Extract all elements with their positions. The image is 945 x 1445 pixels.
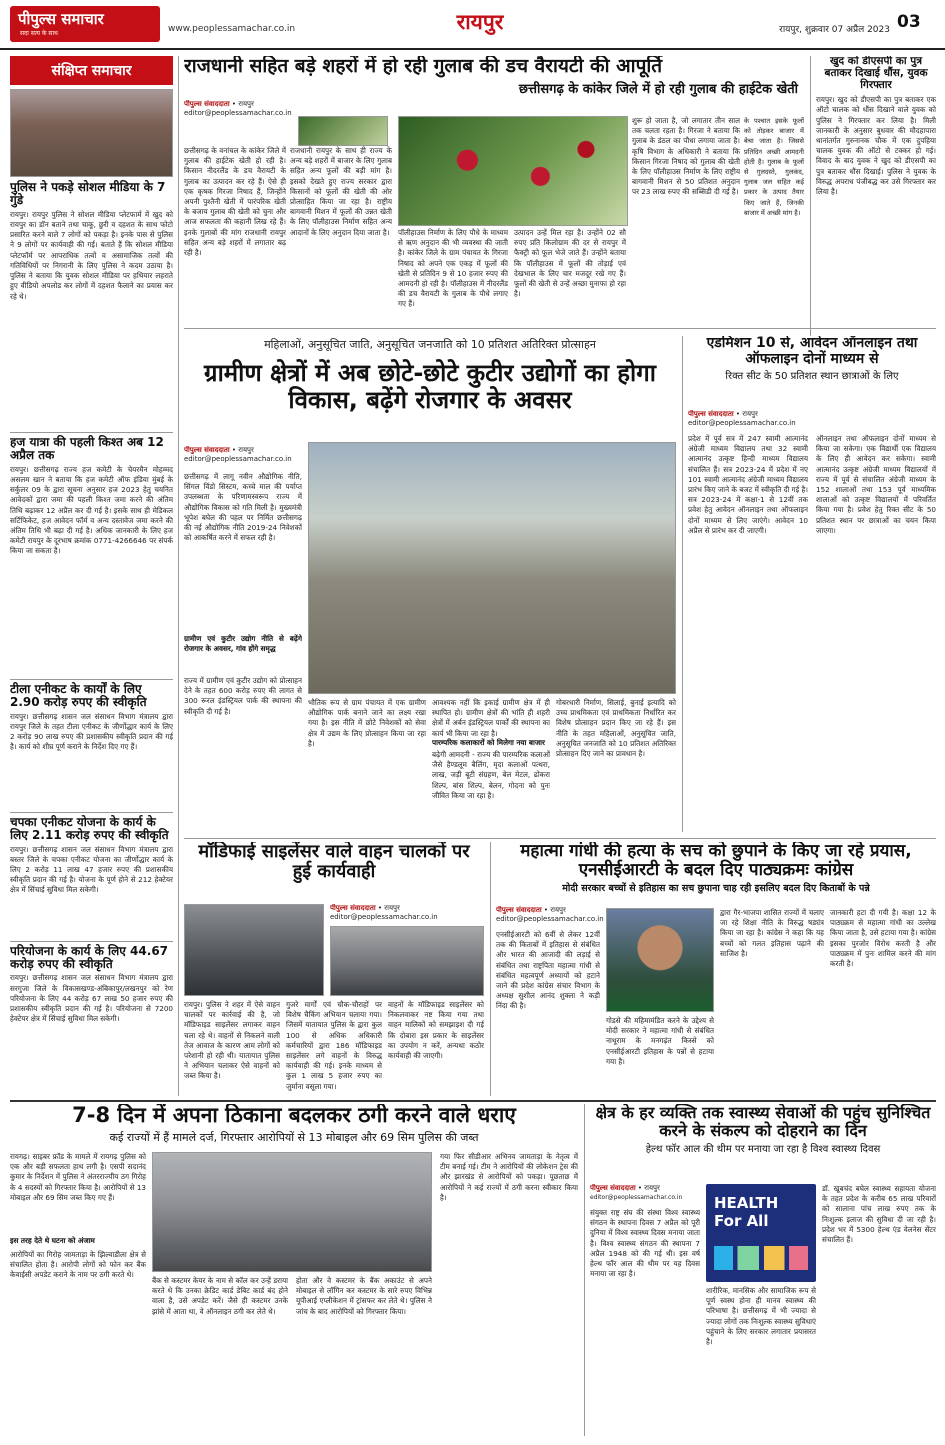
side-text: रायपुर। खुद को डीएसपी का पुत्र बताकर एक ऑटो चालक को धौंस दिखाने वाले युवक को पुलिस ने गिरफ्तार कर लिया है। मिली जानकारी के अनुसार बुधवार की मौदहापारा थानांतर्गत गुरुनानक चौक में एक दुपहिया चालक युवक की ऑटो से टक्कर हो गई। विवाद के बाद युवक ने खुद को डीएसपी का पुत्र बताकर धौंस दिखाई। पुलिस ने युवक के विरुद्ध अपराध पंजीबद्ध कर उसे गिरफ्तार कर लिया है। — [816, 95, 936, 197]
health-story — [590, 1104, 936, 1436]
side-headline: खुद को डीएसपी का पुत्र बताकर दिखाई धौंस, युवक गिरफ्तार — [824, 56, 928, 91]
logo — [10, 6, 160, 42]
rural-col-1b: राज्य में ग्रामीण एवं कुटीर उद्योग को प्रोत्साहन देने के तहत 600 करोड़ रुपए की लागत से 300 रूरल इंडस्ट्रियल पार्क की स्थापना की स्वीकृति दी गई है। — [184, 676, 302, 716]
admission-story — [688, 336, 936, 832]
rose-byline: पीपुल्स संवाददाता • रायपुर editor@peoplessamachar.co.in — [184, 100, 354, 118]
brief-4-headline: चपका एनीकट योजना के कार्य के लिए 2.11 करोड़ रुपए की स्वीकृति — [10, 812, 173, 843]
admission-col-2: ऑनलाइन तथा ऑफलाइन दोनों माध्यम से किया जा सकेगा। एक विद्यार्थी एक विद्यालय के लिए ही आवेदन कर सकेगा। स्वामी आत्मानंद उत्कृष्ट अंग्रेजी माध्यम विद्यालयों में राज्य में पूर्व से संचालित अंग्रेजी माध्यम के 152 शालाओं तथा 153 पूर्व माध्यमिक शालाओं को उत्कृष्ट विद्यालयों में परिवर्तित किया गया है। प्रवेश हेतु रिक्त सीट के 50 प्रतिशत स्थान पर छात्राओं का चयन किया जाएगा। — [816, 434, 936, 535]
health-subheadline: हेल्थ फॉर आल की थीम पर मनाया जा रहा है विश्व स्वास्थ्य दिवस — [645, 1143, 881, 1155]
rose-story — [184, 56, 804, 322]
fraud-story — [10, 1104, 578, 1436]
health-byline-city: रायपुर — [644, 1184, 660, 1192]
rural-story — [184, 336, 676, 836]
gandhi-byline: पीपुल्स संवाददाता • रायपुर editor@peoplessamachar.co.in — [496, 906, 676, 924]
rose-subheadline: छत्तीसगढ़ के कांकेर जिले में हो रही गुलाब की हाईटेक खेती — [518, 82, 798, 98]
vehicle-byline-city: रायपुर — [384, 904, 400, 912]
poster-subtitle: For All — [714, 1212, 769, 1230]
vehicle-photo — [184, 904, 324, 996]
health-byline-email[interactable]: editor@peoplessamachar.co.in — [590, 1194, 683, 1201]
rural-byline-name: पीपुल्स संवाददाता — [184, 446, 230, 454]
rose-byline-name: पीपुल्स संवाददाता — [184, 100, 230, 108]
admission-byline: पीपुल्स संवाददाता • रायपुर editor@peoplessamachar.co.in — [688, 410, 868, 428]
vehicle-headline: मॉडिफाई साइलेंसर वाले वाहन चालकों पर हुई कार्यवाही — [198, 842, 470, 883]
fraud-col-2: बैंक से कस्टमर केयर के नाम से कॉल कर उन्हें डराया करते थे कि उनका क्रेडिट कार्ड डेबिट कार्ड बंद होने वाला है, उसे अपडेट करें। जैसे ही कस्टमर उनके झांसे में आता था, वे ऑनलाइन ठगी कर लेते थे। — [152, 1276, 288, 1316]
fraud-col-1: रायगढ़। साइबर फ्रॉड के मामले में रायगढ़ पुलिस को एक और बड़ी सफलता हाथ लगी है। एसपी सदानंद कुमार के निर्देशन में पुलिस ने अंतरराज्यीय ठग गिरोह के 4 सदस्यों को गिरफ्तार किया है। आरोपियों से 13 मोबाइल और 69 सिम जब्त किए गए हैं। — [10, 1152, 146, 1202]
rural-kicker: महिलाओं, अनुसूचित जाति, अनुसूचित जनजाति को 10 प्रतिशत अतिरिक्त प्रोत्साहन — [264, 338, 596, 351]
gandhi-story — [496, 842, 936, 1096]
gandhi-col-2: गोडसे की महिमामंडित करने के उद्देश्य से मोदी सरकार ने महात्मा गांधी से संबंधित नाथूराम के मनगढ़ंत किस्से को एनसीईआरटी इतिहास के पन्नों से हटाया गया है। — [606, 1016, 714, 1066]
brief-1-headline: पुलिस ने पकड़े सोशल मीडिया के 7 गुंडे — [10, 180, 166, 208]
logo-tagline: सदा सत्य के साथ — [20, 30, 58, 37]
page-number: 03 — [897, 12, 921, 32]
rose-col-5: शुरू हो जाता है, जो लगातार तीन साल तक चलता रहता है। गिरजा ने बताया कि गुलाब के डंठल का पौधा लगाया जाता है। कृषि विभाग के अधिकारी ने बताया कि किसान गिरजा निषाद को गुलाब की खेती के लिए पॉलीहाउस निर्माण के लिए राष्ट्रीय बागवानी मिशन से 50 प्रतिशत अनुदान पर 23 लाख रुपए की सब्सिडी दी गई है। — [632, 116, 740, 197]
rural-col-3-subhead: पारम्परिक कलाकारों को मिलेगा नया बाजार — [432, 738, 545, 747]
vehicle-byline-email[interactable]: editor@peoplessamachar.co.in — [330, 913, 438, 921]
rose-col-6: के पश्चात इसके फूलों को तोड़कर बाजार में बेचा जाता है। जिससे प्रतिदिन अच्छी आमदनी होती है। गुलाब के फूलों से गुलदस्ते, गुलकंद, गुलाब जल सहित कई प्रकार के उत्पाद तैयार किए जाते हैं, जिनकी बाजार में अच्छी मांग है। — [744, 117, 804, 217]
poster-shapes — [714, 1246, 808, 1270]
fraud-col-1-subhead: इस तरह देते थे घटना को अंजाम — [10, 1236, 95, 1245]
vehicle-col-2: गुजरे मार्गों एवं चौक-चौराहों पर विशेष चैकिंग अभियान चलाया गया। जिसमें यातायात पुलिस के द्वारा कुल 100 से अधिक अधिकारी कर्मचारियों द्वारा 186 मॉडिफाइड साइलेंसर लगे वाहनों के विरुद्ध कार्यवाही की गई। इनके माध्यम से कुल 1 लाख 5 हजार रुपए का जुर्माना वसूला गया। — [286, 1000, 382, 1091]
gandhi-subheadline: मोदी सरकार बच्चों से इतिहास का सच छुपाना चाह रही इसलिए बदल दिए किताबों के पन्ने — [562, 883, 870, 895]
city-name: रायपुर — [456, 10, 504, 34]
site-url[interactable]: www.peoplessamachar.co.in — [168, 24, 296, 34]
brief-5-text: रायपुर। छत्तीसगढ़ शासन जल संसाधन विभाग मंत्रालय द्वारा सरगुजा जिले के विकासखण्ड-अंबिकापुर/लखनपुर को रेण परियोजना के लिए 44 करोड़ 67 लाख 50 हजार रुपए की प्रशासकीय स्वीकृति प्रदान की गई है। परियोजना से 7200 हेक्टेयर क्षेत्र में सिंचाई सुविधा मिल सकेगी। — [10, 973, 173, 1024]
rose-col-3: पॉलीहाउस निर्माण के लिए पौधे के माध्यम से ऋण अनुदान की भी व्यवस्था की जाती है। कांकेर जिले के ग्राम पंचायत के गिरजा निषाद को अपने एक एकड़ में फूलों की खेती से प्रतिदिन 9 से 10 हजार रुपए की आमदनी हो रही है। पॉलीहाउस में नीदरलैंड की डच वैरायटी के गुलाब के पौधे लगाए गए हैं। — [398, 228, 508, 309]
health-col-1: संयुक्त राष्ट्र संघ की संस्था विश्व स्वास्थ्य संगठन के स्थापना दिवस 7 अप्रैल को पूरी दुनिया में विश्व स्वास्थ्य दिवस मनाया जाता है। विश्व स्वास्थ्य संगठन की स्थापना 7 अप्रैल 1948 को की गई थी। इस वर्ष हेल्थ फॉर आल की थीम पर यह दिवस मनाया जा रहा है। — [590, 1208, 700, 1279]
gandhi-photo — [606, 908, 714, 1012]
rural-headline: ग्रामीण क्षेत्रों में अब छोटे-छोटे कुटीर उद्योगों का होगा विकास, बढ़ेंगे रोजगार के अवसर — [204, 359, 656, 415]
masthead — [0, 0, 945, 50]
issue-date: रायपुर, शुक्रवार 07 अप्रैल 2023 — [779, 25, 890, 35]
rural-col-1-subhead: ग्रामीण एवं कुटीर उद्योग नीति से बढ़ेंगे रोजगार के अवसर, गांव होंगे समृद्ध — [184, 634, 302, 654]
gandhi-byline-city: रायपुर — [550, 906, 566, 914]
admission-byline-city: रायपुर — [742, 410, 758, 418]
fraud-col-3: होता और वे कस्टमर के बैंक अकाउंट से अपने मोबाइल से लॉगिन कर कस्टमर के सारे रुपए विभिन्न यूपीआई एप्लीकेशन में ट्रांसफर कर लेते थे। पुलिस ने जांच के बाद आरोपियों को गिरफ्तार किया। — [296, 1276, 432, 1316]
brief-3-text: रायपुर। छत्तीसगढ़ शासन जल संसाधन विभाग मंत्रालय द्वारा रायपुर जिले के तहत टीला एनीकट के जीर्णोद्धार कार्य के लिए 2 करोड़ 90 लाख रुपए की प्रशासकीय स्वीकृति प्रदान की गई है। कार्य को शीघ्र पूर्ण कराने के निर्देश दिए गए हैं। — [10, 711, 173, 752]
gandhi-col-3: द्वारा गैर-भाजपा शासित राज्यों में चलाए जा रहे शिक्षा नीति के विरुद्ध षड्यंत्र किया जा रहा है। कांग्रेस ने कहा कि यह बच्चों को गलत इतिहास पढ़ाने की साजिश है। — [720, 908, 824, 958]
rose-photo-1 — [298, 116, 388, 146]
brief-1-text: रायपुर। रायपुर पुलिस ने सोशल मीडिया प्लेटफार्म में खुद को रायपुर का डॉन बताने तथा चाकू, छुरी व दहशत के साथ फोटो प्रसारित करने वाले 7 लोगों को पकड़ा है। इनके पास से पुलिस ने 9 लोगों पर कार्यवाही की गई। बताते हैं कि सोशल मीडिया प्लेटफॉर्म पर आपराधिक तत्वों व असामाजिक तत्वों की गतिविधियों पर निगरानी के लिए पुलिस ने कदम उठाया है। पुलिस ने बताया कि युवक सोशल मीडिया पर हथियार लहराते हुए वीडियो अपलोड कर लोगों में दहशत फैलाने का प्रयास कर रहे थे। — [10, 209, 173, 301]
brief-column — [10, 56, 173, 1096]
brief-header: संक्षिप्त समाचार — [10, 56, 173, 85]
admission-col-1: प्रदेश में पूर्व सत्र में 247 स्वामी आत्मानंद अंग्रेजी माध्यम विद्यालय तथा 32 स्वामी आत्मानंद उत्कृष्ट हिन्दी माध्यम विद्यालय संचालित हैं। सत्र 2023-24 में प्रदेश में नए 101 स्वामी आत्मानंद अंग्रेजी माध्यम विद्यालय प्रारंभ किए जाने के बजट में स्वीकृति दी गई है। सत्र 2023-24 में कक्षा-1 से 12वीं तक प्रवेश हेतु आवेदन ऑनलाइन तथा ऑफलाइन दोनों माध्यम से लिए जाएंगे। आवेदन 10 अप्रैल से प्रारंभ कर दी जाएगी। — [688, 434, 808, 535]
side-story — [816, 56, 936, 338]
rural-col-4: गोबरधारी निर्माण, सिलाई, बुनाई इत्यादि को उच्च प्राथमिकता एवं प्राथमिकता निर्धारित कर विशेष प्रोत्साहन प्रदान किए जा रहे हैं। इस नीति के तहत महिलाओं, अनुसूचित जाति, अनुसूचित जनजाति को 10 प्रतिशत अतिरिक्त प्रोत्साहन दिए जाने का प्रावधान है। — [556, 698, 676, 759]
health-col-3: डॉ. खूबचंद बघेल स्वास्थ्य सहायता योजना के तहत प्रदेश के करीब 65 लाख परिवारों को सालाना पांच लाख रुपए तक के निःशुल्क इलाज की सुविधा दी जा रही है। प्रदेश भर में 5300 हेल्थ एंड वेलनेस सेंटर संचालित हैं। — [822, 1184, 936, 1245]
rose-photo-2 — [398, 116, 628, 226]
gandhi-headline: महात्मा गांधी की हत्या के सच को छुपाने के किए जा रहे प्रयास, एनसीईआरटी के बदल दिए पाठ्यक्रमः कांग्रेस — [520, 842, 912, 881]
health-poster — [706, 1184, 816, 1282]
health-headline: क्षेत्र के हर व्यक्ति तक स्वास्थ्य सेवाओं की पहुंच सुनिश्चित करने के संकल्प को दोहराने का दिन — [595, 1104, 931, 1140]
rural-byline-city: रायपुर — [238, 446, 254, 454]
admission-subheadline: रिक्त सीट के 50 प्रतिशत स्थान छात्राओं के लिए — [725, 371, 899, 383]
fraud-col-4: गया फिर सीडीआर अभिनव जामताड़ा के नेतृत्व में टीम बनाई गई। टीम ने आरोपियों की लोकेशन ट्रेस की और झारखंड से आरोपियों को पकड़ा। पूछताछ में आरोपियों ने कई राज्यों में ठगी करना स्वीकार किया है। — [440, 1152, 578, 1202]
logo-text: पीपुल्स समाचार — [18, 10, 104, 28]
vehicle-col-1: रायपुर। पुलिस ने शहर में ऐसे वाहन चालकों पर कार्रवाई की है, जो मॉडिफाइड साइलेंसर लगाकर वाहन चला रहे थे। वाहनों से निकलने वाली तेज आवाज के कारण आम लोगों को परेशानी हो रही थी। यातायात पुलिस ने अभियान चलाकर ऐसे वाहनों को जब्त किया है। — [184, 1000, 280, 1081]
vehicle-byline: पीपुल्स संवाददाता • रायपुर editor@peoplessamachar.co.in — [330, 904, 480, 922]
fraud-headline: 7-8 दिन में अपना ठिकाना बदलकर ठगी करने वाले धराए — [72, 1104, 516, 1127]
fraud-subheadline: कई राज्यों में हैं मामले दर्ज, गिरफ्तार आरोपियों से 13 मोबाइल और 69 सिम पुलिस की जब्त — [109, 1130, 479, 1144]
admission-byline-name: पीपुल्स संवाददाता — [688, 410, 734, 418]
health-col-2: शारीरिक, मानसिक और सामाजिक रूप से पूर्ण स्वस्थ होना ही मानव स्वास्थ्य की परिभाषा है। छत्तीसगढ़ में भी ज्यादा से ज्यादा लोगों तक निःशुल्क स्वास्थ्य सुविधाएं पहुंचाने के लिए सरकार लगातार प्रयासरत है। — [706, 1286, 816, 1347]
rural-col-3b: बढ़ेगी आमदनी - राज्य की पारम्परिक कलाओं जैसे हैण्डलूम बैलिंग, मृदा कलाओं पत्थरा, लाख, जड़ी बूटी संग्रहण, बेल मेटल, ढोकरा शिल्प, बांस शिल्प, बेलन, गोदना को पुनः जीवित किया जा रहा है। — [432, 750, 550, 800]
rural-byline-email[interactable]: editor@peoplessamachar.co.in — [184, 455, 292, 463]
rural-col-3: आवश्यक नहीं कि इकाई ग्रामीण क्षेत्र में ही स्थापित हो। ग्रामीण क्षेत्रों की भांति ही शहरी क्षेत्रों में अर्बन इंडस्ट्रियल पार्कों की स्थापना का कार्य भी किया जा रहा है। — [432, 698, 550, 738]
health-byline-name: पीपुल्स संवाददाता — [590, 1184, 636, 1192]
brief-2-headline: हज यात्रा की पहली किश्त अब 12 अप्रैल तक — [10, 432, 173, 463]
admission-byline-email[interactable]: editor@peoplessamachar.co.in — [688, 419, 796, 427]
rural-photo — [308, 442, 676, 694]
brief-3-headline: टीला एनीकट के कार्यों के लिए 2.90 करोड़ रुपए की स्वीकृति — [10, 679, 173, 710]
rose-byline-city: रायपुर — [238, 100, 254, 108]
rose-col-4: उत्पादन उन्हें मिल रहा है। उन्होंने 02 सौ रुपए प्रति किलोग्राम की दर से रायपुर में फैक्ट्री को फूल भेजे जाते हैं। उन्होंने बताया कि पॉलीहाउस में फूलों की तोड़ाई एवं देखभाल के लिए चार मजदूर रखे गए हैं। फूलों की खेती से उन्हें अच्छा मुनाफा हो रहा है। — [514, 228, 626, 299]
gandhi-col-4: जानकारी हटा दी गयी है। कक्षा 12 के पाठ्यक्रम से महात्मा गांधी का उल्लेख किया जाता है, उसे हटाया गया है। कांग्रेस इसका पुरजोर विरोध करती है और पाठ्यक्रम में पुनः शामिल करने की मांग करती है। — [830, 908, 936, 969]
gandhi-col-1: एनसीईआरटी को 6वीं से लेकर 12वीं तक की किताबों में इतिहास से संबंधित और भारत की आजादी की लड़ाई से संबंधित तथा राष्ट्रपिता महात्मा गांधी से संबंधित महत्वपूर्ण अध्यायों को हटाने जाने की प्रदेश कांग्रेस संचार विभाग के अध्यक्ष सुशील आनंद शुक्ला ने कड़ी निंदा की है। — [496, 930, 600, 1011]
rural-col-2: भौतिक रूप से ग्राम पंचायत में एक ग्रामीण औद्योगिक पार्क बनाने जाने का लक्ष्य रखा गया है। इस नीति में छोटे निवेशकों को सेवा क्षेत्र में उद्यम के लिए प्रोत्साहन किया जा रहा है। — [308, 698, 426, 748]
brief-4-text: रायपुर। छत्तीसगढ़ शासन जल संसाधन विभाग मंत्रालय द्वारा बस्तर जिले के चपका एनीकट योजना का जीर्णोद्धार कार्य के लिए 2 करोड़ 11 लाख 47 हजार रुपए की प्रशासकीय स्वीकृति प्रदान की गई है। योजना के पूर्ण होने से 212 हेक्टेयर क्षेत्र में सिंचाई सुविधा मिल सकेगी। — [10, 844, 173, 895]
fraud-col-1b: आरोपियों का गिरोह जामताड़ा के झिल्वाडीला क्षेत्र से संचालित होता है। आरोपी लोगों को फोन कर बैंक केवाईसी अपडेट कराने के नाम पर ठगी करते थे। — [10, 1250, 146, 1280]
rural-col-1: छत्तीसगढ़ में लागू नवीन औद्योगिक नीति, सिंगल विंडो सिस्टम, कच्चे माल की पर्याप्त उपलब्धता के परिणामस्वरूप राज्य में औद्योगिक विकास को गति मिली है। मुख्यमंत्री भूपेश बघेल की पहल पर निर्मित छत्तीसगढ़ की नई औद्योगिक नीति 2019-24 निवेशकों को आकर्षित करने में सफल रही है। — [184, 472, 302, 543]
rose-col-2: राजधानी रायपुर के साथ ही राज्य के अन्य बड़े शहरों में बाजार के लिए गुलाब सहित अन्य फूलों की बड़ी मांग है। इसको देखते हुए राज्य सरकार द्वारा किसानों को फूलों की खेती की ओर प्रोत्साहित किया जा रहा है। राष्ट्रीय बागवानी मिशन में फूलों की उन्नत खेती के लिए पॉलीहाउस निर्माण सहित अन्य आदानों के लिए अनुदान दिया जाता है। — [290, 146, 392, 237]
rural-byline: पीपुल्स संवाददाता • रायपुर editor@peoplessamachar.co.in — [184, 446, 344, 464]
rose-byline-email[interactable]: editor@peoplessamachar.co.in — [184, 109, 292, 117]
vehicle-photo-2 — [330, 926, 484, 996]
gandhi-byline-email[interactable]: editor@peoplessamachar.co.in — [496, 915, 604, 923]
admission-headline: एडमिशन 10 से, आवेदन ऑनलाइन तथा ऑफलाइन दोनों माध्यम से — [706, 336, 918, 367]
fraud-photo — [152, 1152, 432, 1272]
poster-title: HEALTH — [714, 1194, 779, 1212]
vehicle-col-3: वाहनों के मॉडिफाइड साइलेंसर को निकलवाकर नष्ट किया गया तथा वाहन मालिकों को समझाइश दी गई कि दोबारा इस प्रकार के साइलेंसर का उपयोग न करें, अन्यथा कठोर कार्यवाही की जाएगी। — [388, 1000, 484, 1061]
police-photo — [10, 89, 173, 177]
brief-2-text: रायपुर। छत्तीसगढ़ राज्य हज कमेटी के चेयरमैन मोहम्मद असलम खान ने बताया कि हज कमेटी ऑफ इंडिया मुंबई के सर्कुलर 09 के द्वारा सूचना अनुसार हज 2023 हेतु चयनित आवेदकों द्वारा जमा की पहली किश्त जमा करने की अंतिम तिथि बढ़ाकर 12 अप्रैल कर दी गई है। इसके साथ ही मेडिकल सर्टिफिकेट, हज आवेदन फॉर्म व अन्य दस्तावेज जमा करने की अंतिम तिथि भी बढ़ा दी गई है। अधिक जानकारी के लिए हज कमेटी रायपुर के दूरभाष क्रमांक 0771-4266646 पर संपर्क किया जा सकता है। — [10, 464, 173, 556]
rose-headline: राजधानी सहित बड़े शहरों में हो रही गुलाब की डच वैरायटी की आपूर्ति — [184, 56, 663, 77]
vehicle-story — [184, 842, 484, 1096]
gandhi-byline-name: पीपुल्स संवाददाता — [496, 906, 542, 914]
rose-col-1: छत्तीसगढ़ के वनांचल के कांकेर जिले में गुलाब की हाईटेक खेती हो रही है। किसान नीदरलैंड के डच वैरायटी के गुलाब का उत्पादन कर रहे हैं। ऐसे ही एक कृषक गिरजा निषाद हैं, जिन्होंने अपनी पुश्तैनी खेती में पारंपरिक खेती के बजाय गुलाब की खेती को चुना और आज सफलता की कहानी लिख रहे हैं। इनके गुलाबों की मांग राजधानी रायपुर सहित अन्य बड़े शहरों में लगातार बढ़ रही है। — [184, 146, 286, 258]
health-byline: पीपुल्स संवाददाता • रायपुर editor@peoplessamachar.co.in — [590, 1184, 700, 1202]
brief-5-headline: परियोजना के कार्य के लिए 44.67 करोड़ रुपए की स्वीकृति — [10, 941, 173, 972]
vehicle-byline-name: पीपुल्स संवाददाता — [330, 904, 376, 912]
